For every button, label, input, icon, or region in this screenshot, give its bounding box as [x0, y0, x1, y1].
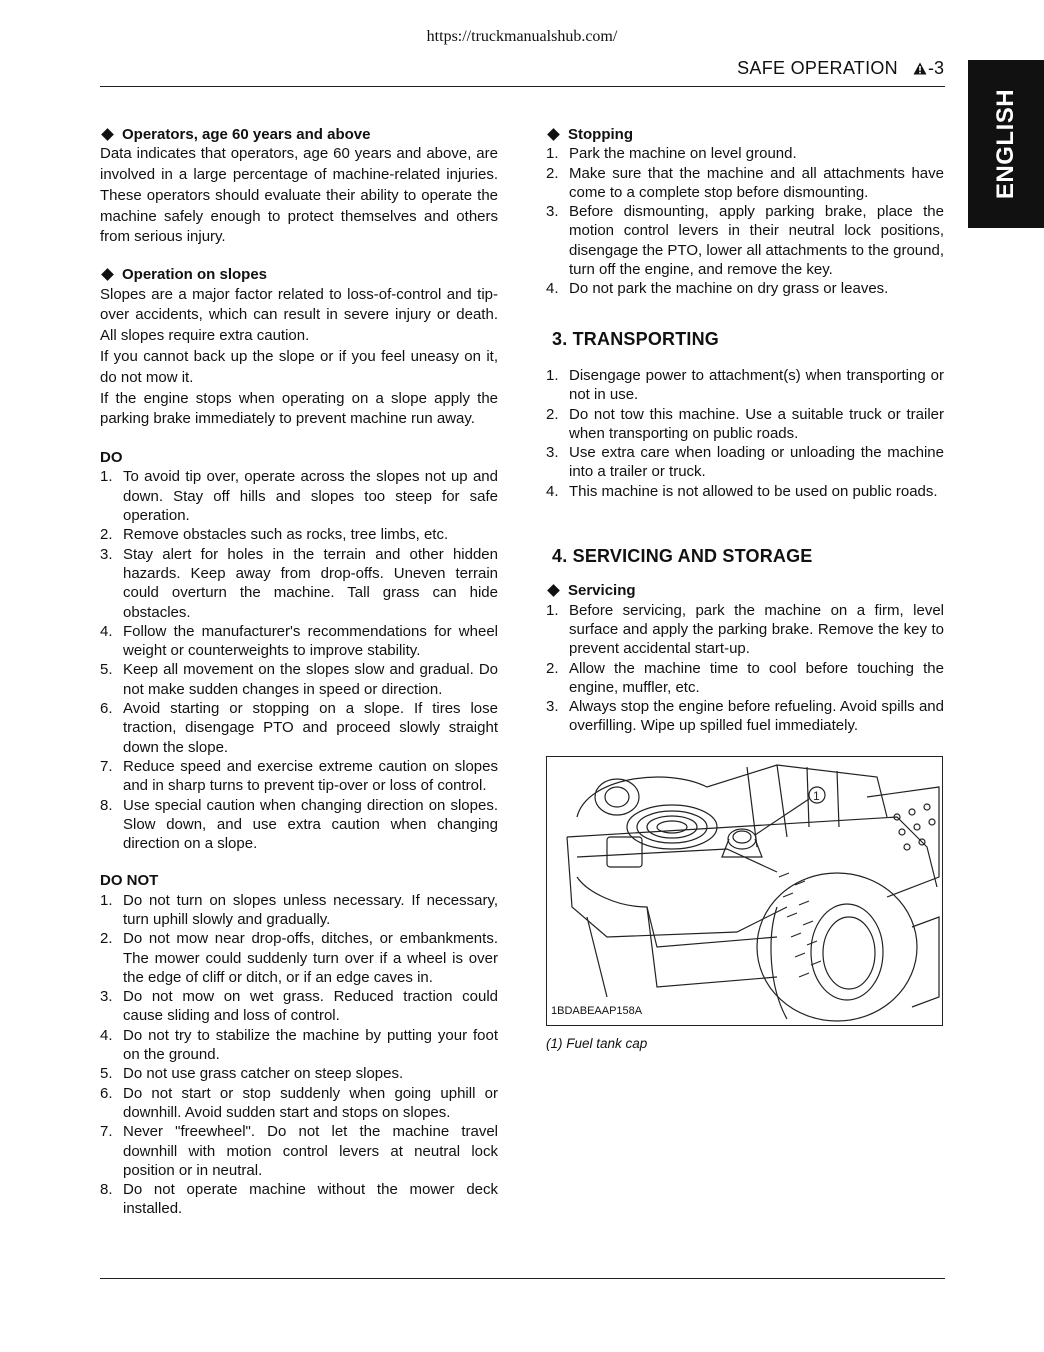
stopping-heading-text: Stopping	[568, 126, 633, 143]
list-item: 7. Reduce speed and exercise extreme caution on slopes and in sharp turns to prevent tip-over or loss of control.	[100, 757, 498, 795]
page-number-text: -3	[927, 58, 944, 78]
diamond-bullet-icon	[101, 269, 114, 282]
slopes-paragraph-3: If the engine stops when operating on a slope apply the parking brake immediately to prevent machine run away.	[100, 389, 498, 428]
diamond-bullet-icon	[547, 585, 560, 598]
source-url[interactable]: https://truckmanualshub.com/	[426, 28, 618, 45]
servicing-heading	[546, 581, 944, 600]
do-heading: DO	[100, 449, 123, 467]
list-item: 4. Do not park the machine on dry grass or leaves.	[546, 280, 889, 298]
list-item: 5. Keep all movement on the slopes slow and gradual. Do not make sudden changes in speed or direction.	[100, 661, 498, 698]
slopes-heading	[100, 265, 498, 284]
list-item: 6. Avoid starting or stopping on a slope. If tires lose traction, disengage PTO and proceed slowly straight down the slope.	[100, 700, 498, 756]
list-item: 4. Do not try to stabilize the machine by putting your foot on the ground.	[100, 1026, 498, 1064]
do-list	[100, 467, 498, 853]
diamond-bullet-icon	[547, 128, 560, 141]
stopping-heading	[546, 125, 944, 144]
warning-triangle-icon	[913, 62, 927, 75]
language-tab-label: ENGLISH	[992, 88, 1019, 200]
list-item: 3. Always stop the engine before refueling. Avoid spills and overfilling. Wipe up spilled fuel immediately.	[546, 698, 944, 735]
fuel-tank-cap-illustration	[546, 756, 943, 1026]
operators-text: Data indicates that operators, age 60 years and above, are involved in a large percentage of machine-related injuries. These operators should evaluate their ability to operate the machine safely enough to protect themselves and others from serious injury.	[100, 145, 498, 246]
list-item: 6. Do not start or stop suddenly when going uphill or downhill. Avoid sudden start and stops on slopes.	[100, 1084, 498, 1121]
list-item: 2. Allow the machine time to cool before touching the engine, muffler, etc.	[546, 659, 944, 696]
list-item: 3. Stay alert for holes in the terrain and other hidden hazards. Keep away from drop-offs. Uneven terrain could overturn the machine. Tall grass can hide obstacles.	[100, 545, 498, 621]
list-item: 4. Follow the manufacturer's recommendations for wheel weight or counterweights to improve stability.	[100, 622, 498, 660]
slopes-paragraph-1: Slopes are a major factor related to loss-of-control and tip-over accidents, which can result in severe injury or death. All slopes require extra caution.	[100, 285, 498, 345]
page-number	[913, 58, 944, 79]
list-item: 3. Do not mow on wet grass. Reduced traction could cause sliding and loss of control.	[100, 988, 498, 1025]
slopes-paragraph-2: If you cannot back up the slope or if you feel uneasy on it, do not mow it.	[100, 347, 498, 386]
servicing-list	[546, 601, 944, 736]
transporting-title: 3. TRANSPORTING	[552, 328, 720, 349]
list-item: 5. Do not use grass catcher on steep slopes.	[100, 1065, 404, 1083]
list-item: 1. To avoid tip over, operate across the slopes not up and down. Stay off hills and slopes too steep for safe operation.	[100, 468, 498, 525]
footer-rule	[100, 1278, 945, 1279]
list-item: 1. Do not turn on slopes unless necessary. If necessary, turn uphill slowly and gradually.	[100, 891, 498, 928]
list-item: 8. Do not operate machine without the mower deck installed.	[100, 1181, 498, 1218]
section-header: SAFE OPERATION	[737, 58, 898, 78]
header-rule	[100, 86, 945, 87]
servicing-storage-title: 4. SERVICING AND STORAGE	[552, 546, 813, 567]
list-item: 2. Remove obstacles such as rocks, tree limbs, etc.	[100, 526, 449, 544]
diamond-bullet-icon	[101, 128, 114, 141]
callout-number: 1	[813, 788, 820, 803]
do-not-list	[100, 891, 498, 1219]
list-item: 1. Park the machine on level ground.	[546, 145, 797, 163]
right-column	[546, 125, 944, 1053]
servicing-heading-text: Servicing	[568, 582, 636, 600]
list-item: 3. Use extra care when loading or unloading the machine into a trailer or truck.	[546, 444, 944, 481]
figure-caption: (1) Fuel tank cap	[546, 1035, 648, 1051]
list-item: 4. This machine is not allowed to be used on public roads.	[546, 482, 938, 500]
list-item: 2. Make sure that the machine and all attachments have come to a complete stop before dismounting.	[546, 164, 944, 201]
mower-illustration	[547, 757, 942, 1025]
operators-heading	[100, 125, 498, 144]
operators-heading-text: Operators, age 60 years and above	[122, 126, 371, 143]
transporting-list	[546, 366, 944, 501]
slopes-heading-text: Operation on slopes	[122, 266, 268, 284]
list-item: 7. Never "freewheel". Do not let the machine travel downhill with motion control levers at neutral lock position or in neutral.	[100, 1123, 498, 1179]
list-item: 1. Before servicing, park the machine on a firm, level surface and apply the parking brake. Remove the key to prevent accidental start-up.	[546, 601, 944, 658]
list-item: 2. Do not tow this machine. Use a suitable truck or trailer when transporting on public roads.	[546, 405, 944, 442]
list-item: 2. Do not mow near drop-offs, ditches, or embankments. The mower could suddenly turn over if a wheel is over the edge of cliff or ditch, or if an edge caves in.	[100, 930, 498, 986]
do-not-heading: DO NOT	[100, 872, 159, 890]
list-item: 1. Disengage power to attachment(s) when transporting or not in use.	[546, 366, 944, 404]
list-item: 8. Use special caution when changing direction on slopes. Slow down, and use extra caution when changing direction on a slope.	[100, 796, 498, 853]
left-column	[100, 125, 498, 1219]
figure-code: 1BDABEAAP158A	[551, 1005, 643, 1018]
list-item: 3. Before dismounting, apply parking brake, place the motion control levers in their neutral lock positions, disengage the PTO, lower all attachments to the ground, turn off the engine, and remove the key.	[546, 203, 944, 279]
stopping-list	[546, 144, 944, 298]
